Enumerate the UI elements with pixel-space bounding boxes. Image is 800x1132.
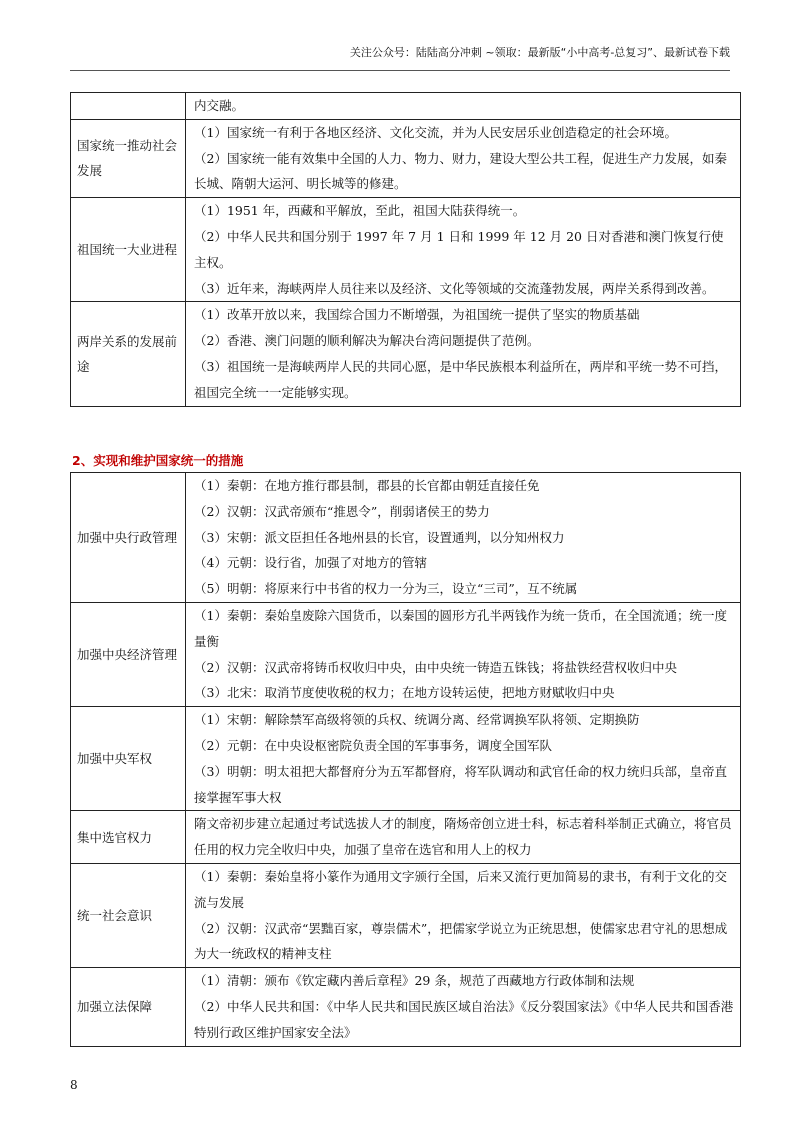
table-row — [71, 198, 741, 302]
row-content — [186, 602, 741, 706]
content-line: （2）香港、澳门问题的顺利解决为解决台湾问题提供了范例。 — [194, 333, 540, 349]
row-label — [71, 93, 186, 120]
content-line: （3）祖国统一是海峡两岸人民的共同心愿，是中华民族根本利益所在，两岸和平统一势不可挡，祖国完全统一一定能够实现。 — [194, 358, 727, 400]
unification-significance-table — [70, 92, 741, 407]
content-line: （1）秦朝：在地方推行郡县制，郡县的长官都由朝廷直接任免 — [194, 478, 540, 493]
row-content — [186, 198, 741, 302]
content-line: （3）宋朝：派文臣担任各地州县的长官，设置通判，以分知州权力 — [194, 529, 565, 545]
content-line: （1）宋朝：解除禁军高级将领的兵权、统调分离、经常调换军队将领、定期换防 — [194, 712, 640, 728]
content-line: （2）汉朝：汉武帝将铸币权收归中央，由中央统一铸造五铢钱；将盐铁经营权收归中央 — [194, 659, 677, 675]
table-row — [71, 707, 741, 811]
row-content — [186, 473, 741, 603]
table-row — [71, 302, 741, 406]
content-line: （1）秦朝：秦始皇废除六国货币，以秦国的圆形方孔半两钱作为统一货币，在全国流通；统一度量衡 — [194, 607, 727, 649]
content-line: （5）明朝：将原来行中书省的权力一分为三，设立“三司”，互不统属 — [194, 581, 578, 597]
table-row — [71, 473, 741, 603]
content-line: 内交融。 — [194, 98, 245, 113]
page-number: 8 — [70, 1078, 78, 1092]
row-content — [186, 863, 741, 967]
row-label: 祖国统一大业进程 — [71, 198, 186, 302]
content-line: （1）清朝：颁布《钦定藏内善后章程》29 条，规范了西藏地方行政体制和法规 — [194, 973, 635, 989]
content-line: （3）北宋：取消节度使收税的权力；在地方设转运使，把地方财赋收归中央 — [194, 685, 615, 701]
content-line: （2）中华人民共和国分别于 1997 年 7 月 1 日和 1999 年 12 月 20 日对香港和澳门恢复行使主权。 — [194, 228, 724, 270]
row-label: 集中选官权力 — [71, 811, 186, 864]
content-line: （2）汉朝：汉武帝“罢黜百家，尊崇儒术”，把儒家学说立为正统思想，使儒家忠君守礼的思想成为大一统政权的精神支柱 — [194, 920, 728, 962]
content-line: （1）国家统一有利于各地区经济、文化交流，并为人民安居乐业创造稳定的社会环境。 — [194, 124, 677, 140]
content-line: （1）改革开放以来，我国综合国力不断增强，为祖国统一提供了坚实的物质基础 — [194, 307, 640, 323]
row-label: 加强中央军权 — [71, 707, 186, 811]
table-row — [71, 863, 741, 967]
unification-measures-table — [70, 472, 741, 1047]
content-line: （1）秦朝：秦始皇将小篆作为通用文字颁行全国，后来又流行更加简易的隶书，有利于文化的交流与发展 — [194, 868, 727, 910]
row-label: 统一社会意识 — [71, 863, 186, 967]
content-line: 隋文帝初步建立起通过考试选拔人才的制度，隋炀帝创立进士科，标志着科举制正式确立，将官员任用的权力完全收归中央，加强了皇帝在选官和用人上的权力 — [194, 816, 732, 858]
page-header: 关注公众号：陆陆高分冲刺 ~领取：最新版“小中高考-总复习”、最新试卷下载 — [70, 44, 730, 71]
content-line: （2）汉朝：汉武帝颁布“推恩令”，削弱诸侯王的势力 — [194, 503, 490, 519]
table-row — [71, 93, 741, 120]
table-row — [71, 602, 741, 706]
content-line: （4）元朝：设行省，加强了对地方的管辖 — [194, 555, 427, 571]
content-line: （3）明朝：明太祖把大都督府分为五军都督府，将军队调动和武官任命的权力统归兵部，皇帝直接掌握军事大权 — [194, 763, 727, 805]
content-line: （2）国家统一能有效集中全国的人力、物力、财力，建设大型公共工程，促进生产力发展，如秦长城、隋朝大运河、明长城等的修建。 — [194, 150, 727, 192]
table-row — [71, 968, 741, 1046]
row-content — [186, 811, 741, 864]
row-content — [186, 93, 741, 120]
row-content — [186, 707, 741, 811]
section-heading: 2、实现和维护国家统一的措施 — [72, 453, 244, 468]
row-label: 两岸关系的发展前途 — [71, 302, 186, 406]
row-content — [186, 968, 741, 1046]
row-label: 加强中央行政管理 — [71, 473, 186, 603]
table-row — [71, 811, 741, 864]
row-label: 加强立法保障 — [71, 968, 186, 1046]
content-line: （2）中华人民共和国：《中华人民共和国民族区域自治法》《反分裂国家法》《中华人民共和国香港特别行政区维护国家安全法》 — [194, 998, 734, 1040]
content-line: （2）元朝：在中央设枢密院负责全国的军事事务，调度全国军队 — [194, 737, 552, 753]
row-content — [186, 302, 741, 406]
row-content — [186, 119, 741, 197]
row-label: 国家统一推动社会发展 — [71, 119, 186, 197]
table-row — [71, 119, 741, 197]
content-line: （1）1951 年，西藏和平解放，至此，祖国大陆获得统一。 — [194, 203, 526, 219]
row-label: 加强中央经济管理 — [71, 602, 186, 706]
content-line: （3）近年来，海峡两岸人员往来以及经济、文化等领域的交流蓬勃发展，两岸关系得到改善。 — [194, 280, 715, 296]
